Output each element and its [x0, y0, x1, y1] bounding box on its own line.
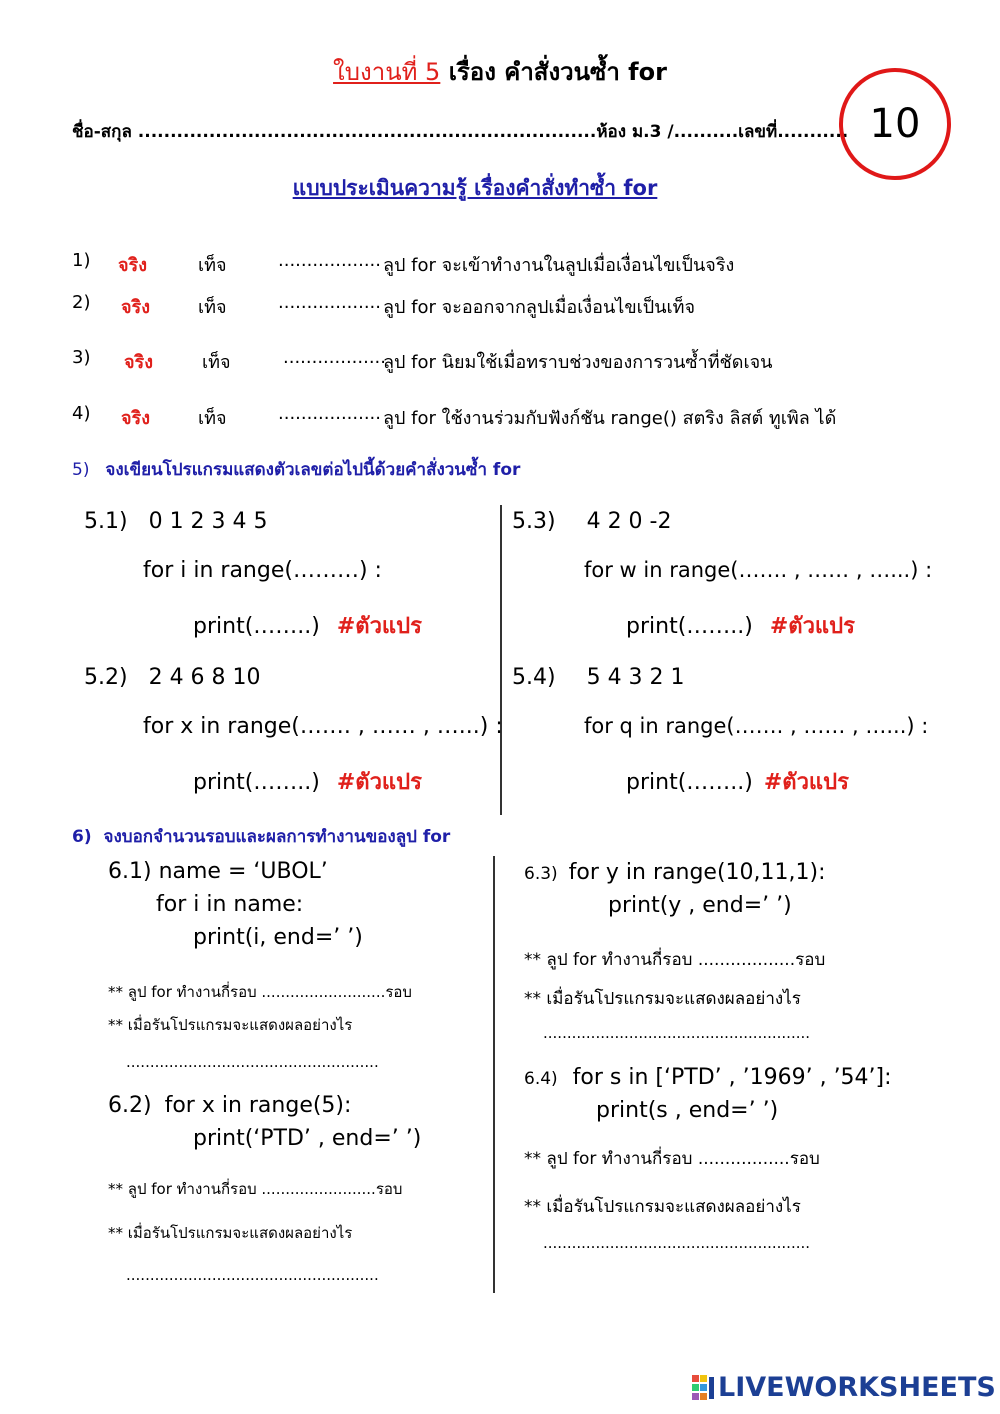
q6-3-output-blank[interactable]: ........................................................: [543, 1024, 811, 1042]
q6-number: 6): [72, 827, 92, 847]
q5-3-number: 5.3): [512, 509, 556, 534]
q6-4-output-question: ** เมื่อรันโปรแกรมจะแสดงผลอย่างไร: [524, 1197, 801, 1217]
q6-3-code-line-1: [524, 860, 826, 885]
liveworksheets-logo-icon: [692, 1375, 716, 1401]
q5-1-print-line: [193, 608, 422, 643]
q6-2-output-blank[interactable]: .....................................................: [126, 1266, 379, 1284]
true-option[interactable]: จริง: [121, 408, 151, 429]
q5-1-for-line[interactable]: for i in range(………) :: [143, 558, 382, 583]
q6-2-number: 6.2): [108, 1093, 152, 1118]
q5-2-number: 5.2): [84, 665, 128, 690]
score-value: 10: [869, 101, 921, 147]
worksheet-title: [0, 52, 1000, 91]
answer-blank[interactable]: ..................: [278, 403, 381, 424]
q6-4-output-blank[interactable]: ........................................................: [543, 1234, 811, 1252]
tf-statement: ลูป for จะออกจากลูปเมื่อเงื่อนไขเป็นเท็จ: [383, 297, 696, 318]
q6-4-rounds-question[interactable]: ** ลูป for ทำงานกี่รอบ .................รอบ: [524, 1149, 820, 1169]
q6-1-output-blank[interactable]: .....................................................: [126, 1053, 379, 1071]
q6-heading: [72, 823, 450, 850]
q5-4-print-line: [626, 764, 849, 799]
tf-item-number: 1): [72, 250, 91, 271]
worksheet-number: ใบงานที่ 5: [333, 58, 441, 86]
q5-4-print[interactable]: print(……..): [626, 770, 753, 795]
tf-item-number: 2): [72, 292, 91, 313]
q5-2-print-line: [193, 764, 422, 799]
q5-4-label: [512, 665, 685, 690]
name-line: ชื่อ-สกุล .......................................................................ห้อง ม.3 /..........เลขที่...........: [72, 122, 849, 142]
worksheet-topic: เรื่อง คำสั่งวนซ้ำ for: [448, 58, 667, 86]
true-option[interactable]: จริง: [118, 255, 148, 276]
q5-heading: [72, 456, 520, 483]
q6-1-code1: name = ‘UBOL’: [158, 859, 328, 884]
q6-1-output-question: ** เมื่อรันโปรแกรมจะแสดงผลอย่างไร: [108, 1016, 353, 1034]
q6-1-code-line-1: [108, 859, 328, 884]
q5-4-number: 5.4): [512, 665, 556, 690]
q5-4-comment: #ตัวแปร: [763, 770, 849, 795]
q5-3-for-line[interactable]: for w in range(……. , …… , …...) :: [584, 558, 933, 582]
false-option[interactable]: เท็จ: [202, 352, 231, 373]
q5-3-print-line: [626, 608, 855, 643]
answer-blank[interactable]: ..................: [283, 347, 386, 368]
q6-2-output-question: ** เมื่อรันโปรแกรมจะแสดงผลอย่างไร: [108, 1224, 353, 1242]
q6-3-code1: for y in range(10,11,1):: [568, 860, 826, 885]
q5-4-for-line[interactable]: for q in range(……. , …… , …...) :: [584, 714, 929, 738]
tf-item-number: 3): [72, 347, 91, 368]
q6-4-code1: for s in [‘PTD’ , ’1969’ , ’54’]:: [572, 1065, 892, 1090]
q5-3-print[interactable]: print(……..): [626, 614, 753, 639]
q6-2-rounds-question[interactable]: ** ลูป for ทำงานกี่รอบ ........................รอบ: [108, 1180, 403, 1198]
q6-4-code-line-1: [524, 1065, 892, 1090]
q5-3-sequence: 4 2 0 -2: [586, 509, 672, 534]
true-option[interactable]: จริง: [124, 352, 154, 373]
q6-3-code-line-2: print(y , end=’ ’): [608, 893, 792, 918]
tf-statement: ลูป for ใช้งานร่วมกับฟังก์ชัน range() สตริง ลิสต์ ทูเพิล ได้: [383, 408, 837, 429]
q6-heading-text: จงบอกจำนวนรอบและผลการทำงานของลูป for: [103, 827, 451, 847]
q5-2-sequence: 2 4 6 8 10: [148, 665, 261, 690]
q5-divider: [500, 505, 502, 815]
q6-divider: [493, 856, 495, 1293]
q5-number: 5): [72, 460, 90, 480]
liveworksheets-logo[interactable]: [692, 1372, 996, 1403]
false-option[interactable]: เท็จ: [198, 408, 227, 429]
q6-3-rounds-question[interactable]: ** ลูป for ทำงานกี่รอบ ..................รอบ: [524, 950, 826, 970]
q6-3-number: 6.3): [524, 864, 558, 884]
q6-2-code-line-1: [108, 1093, 351, 1118]
false-option[interactable]: เท็จ: [198, 255, 227, 276]
q5-heading-text: จงเขียนโปรแกรมแสดงตัวเลขต่อไปนี้ด้วยคำสั่งวนซ้ำ for: [105, 460, 521, 480]
tf-item-number: 4): [72, 403, 91, 424]
q6-3-output-question: ** เมื่อรันโปรแกรมจะแสดงผลอย่างไร: [524, 989, 801, 1009]
q5-3-comment: #ตัวแปร: [769, 614, 855, 639]
q5-1-print[interactable]: print(……..): [193, 614, 320, 639]
q6-2-code1: for x in range(5):: [164, 1093, 352, 1118]
q6-1-number: 6.1): [108, 859, 152, 884]
q6-2-code-line-2: print(‘PTD’ , end=’ ’): [193, 1126, 422, 1151]
false-option[interactable]: เท็จ: [198, 297, 227, 318]
q5-2-for-line[interactable]: for x in range(……. , …… , …...) :: [143, 714, 503, 739]
q5-1-sequence: 0 1 2 3 4 5: [148, 509, 268, 534]
q5-4-sequence: 5 4 3 2 1: [586, 665, 685, 690]
subtitle: แบบประเมินความรู้ เรื่องคำสั่งทำซ้ำ for: [292, 176, 658, 200]
q6-1-code-line-3: print(i, end=’ ’): [193, 925, 363, 950]
q5-2-comment: #ตัวแปร: [336, 770, 422, 795]
q5-1-number: 5.1): [84, 509, 128, 534]
q5-1-label: [84, 509, 268, 534]
q5-1-comment: #ตัวแปร: [336, 614, 422, 639]
q5-2-label: [84, 665, 261, 690]
q6-1-rounds-question[interactable]: ** ลูป for ทำงานกี่รอบ ..........................รอบ: [108, 983, 412, 1001]
tf-statement: ลูป for นิยมใช้เมื่อทราบช่วงของการวนซ้ำที่ชัดเจน: [383, 352, 773, 373]
tf-statement: ลูป for จะเข้าทำงานในลูปเมื่อเงื่อนไขเป็นจริง: [383, 255, 735, 276]
liveworksheets-logo-text: LIVEWORKSHEETS: [718, 1372, 996, 1403]
answer-blank[interactable]: ..................: [278, 292, 381, 313]
true-option[interactable]: จริง: [121, 297, 151, 318]
q5-3-label: [512, 509, 671, 534]
q6-1-code-line-2: for i in name:: [156, 892, 304, 917]
q6-4-code-line-2: print(s , end=’ ’): [596, 1098, 779, 1123]
answer-blank[interactable]: ..................: [278, 250, 381, 271]
q5-2-print[interactable]: print(……..): [193, 770, 320, 795]
q6-4-number: 6.4): [524, 1069, 558, 1089]
score-circle: [839, 68, 951, 180]
